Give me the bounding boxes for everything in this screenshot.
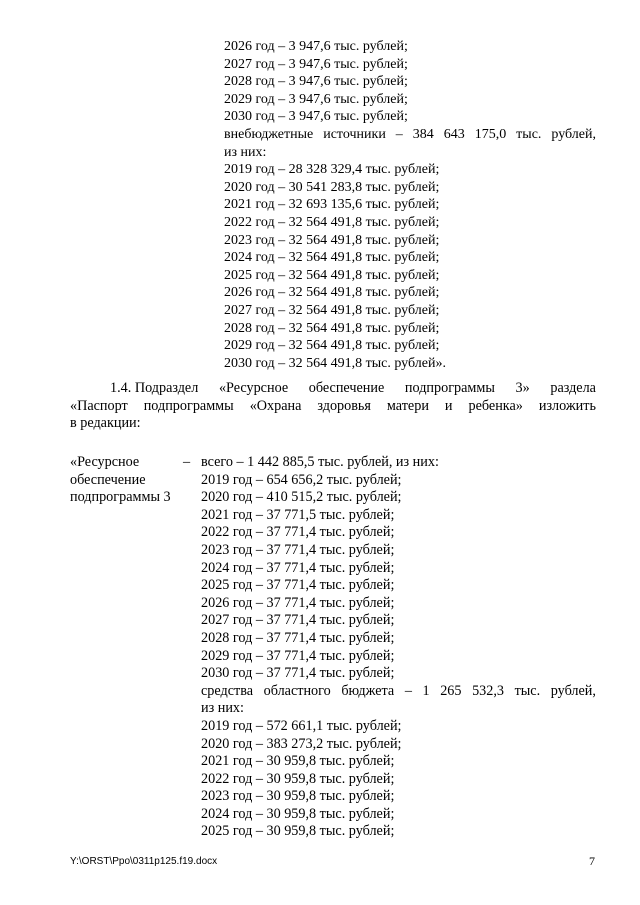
word: 3»: [515, 380, 530, 396]
year-line: 2026 год – 32 564 491,8 тыс. рублей;: [224, 285, 440, 301]
year-line: 2027 год – 3 947,6 тыс. рублей;: [224, 56, 408, 72]
year-line: 2027 год – 37 771,4 тыс. рублей;: [201, 612, 395, 629]
year-line: 2027 год – 32 564 491,8 тыс. рублей;: [224, 302, 440, 318]
paragraph-line-1: [70, 380, 596, 398]
year-line: 2024 год – 37 771,4 тыс. рублей;: [201, 559, 395, 576]
year-line: 2022 год – 32 564 491,8 тыс. рублей;: [224, 214, 440, 230]
word: ребенка»: [468, 397, 523, 414]
word: бюджета: [341, 682, 395, 699]
regional-budget-heading: [201, 683, 596, 701]
year-line: 2026 год – 3 947,6 тыс. рублей;: [224, 39, 408, 54]
year-line: 2020 год – 410 515,2 тыс. рублей;: [201, 489, 402, 506]
word: «Паспорт: [70, 397, 128, 414]
year-line: 2023 год – 37 771,4 тыс. рублей;: [201, 541, 395, 558]
label-line: обеспечение: [70, 471, 146, 488]
year-line: 2025 год – 32 564 491,8 тыс. рублей;: [224, 267, 440, 283]
word: «Ресурсное: [218, 380, 289, 396]
resource-label: [70, 454, 190, 507]
year-line: 2019 год – 572 661,1 тыс. рублей;: [201, 717, 402, 734]
word: подпрограммы: [143, 397, 234, 414]
year-line: 2030 год – 37 771,4 тыс. рублей;: [201, 665, 395, 682]
year-line: 2019 год – 654 656,2 тыс. рублей;: [201, 471, 402, 488]
amendment-paragraph: [70, 380, 596, 433]
year-line: 2020 год – 383 273,2 тыс. рублей;: [201, 735, 402, 752]
year-line: 2022 год – 30 959,8 тыс. рублей;: [201, 770, 395, 787]
year-line: 2020 год – 30 541 283,8 тыс. рублей;: [224, 179, 440, 195]
word: рублей,: [550, 682, 596, 699]
word: здоровья: [317, 397, 371, 414]
year-line: 2030 год – 3 947,6 тыс. рублей;: [224, 109, 408, 125]
word: матери: [386, 397, 429, 414]
word: 532,3: [472, 682, 504, 699]
word: источники: [323, 126, 386, 142]
total-line: всего – 1 442 885,5 тыс. рублей, из них:: [201, 454, 439, 470]
word: рублей,: [551, 126, 596, 142]
file-path: Y:\ORST\Ppo\0311p125.f19.docx: [70, 856, 218, 867]
paragraph-line-2: [70, 398, 596, 416]
year-line: 2021 год – 32 693 135,6 тыс. рублей;: [224, 197, 440, 213]
year-line: 2028 год – 37 771,4 тыс. рублей;: [201, 629, 395, 646]
year-line: 2025 год – 30 959,8 тыс. рублей;: [201, 823, 395, 840]
word: раздела: [550, 380, 596, 396]
top-funding-block: [224, 38, 596, 372]
year-line: 2023 год – 32 564 491,8 тыс. рублей;: [224, 232, 440, 248]
word: «Охрана: [249, 397, 302, 414]
year-line: 2019 год – 28 328 329,4 тыс. рублей;: [224, 162, 440, 178]
regional-tail: из них:: [201, 700, 244, 717]
page-number: 7: [589, 854, 595, 868]
word: и: [444, 397, 453, 414]
word: 1: [422, 682, 430, 699]
year-line: 2025 год – 37 771,4 тыс. рублей;: [201, 577, 395, 594]
year-line: 2023 год – 30 959,8 тыс. рублей;: [201, 788, 395, 805]
label-line: «Ресурсное: [70, 454, 140, 470]
word: подпрограммы: [404, 380, 495, 396]
extrabudget-tail: из них:: [224, 144, 267, 160]
word: изложить: [538, 397, 596, 414]
year-line: 2021 год – 30 959,8 тыс. рублей;: [201, 753, 395, 770]
word: тыс.: [514, 682, 541, 699]
word: областного: [263, 682, 331, 699]
year-line: 2021 год – 37 771,5 тыс. рублей;: [201, 506, 395, 523]
year-line: 2024 год – 30 959,8 тыс. рублей;: [201, 805, 395, 822]
year-line: 2030 год – 32 564 491,8 тыс. рублей».: [224, 355, 446, 371]
paragraph-line-3: в редакции:: [70, 415, 141, 432]
word: средства: [201, 682, 254, 699]
year-line: 2029 год – 32 564 491,8 тыс. рублей;: [224, 338, 440, 354]
word: –: [404, 682, 412, 699]
label-dash: –: [183, 454, 191, 470]
word: 265: [440, 682, 462, 699]
year-line: 2028 год – 32 564 491,8 тыс. рублей;: [224, 320, 440, 336]
extrabudget-heading: [224, 126, 596, 144]
word: обеспечение: [308, 380, 385, 396]
year-line: 2029 год – 37 771,4 тыс. рублей;: [201, 647, 395, 664]
year-line: 2026 год – 37 771,4 тыс. рублей;: [201, 594, 395, 611]
word: 643: [443, 126, 465, 142]
label-line: подпрограммы 3: [70, 489, 171, 506]
word: 1.4. Подраздел: [110, 380, 199, 396]
year-line: 2029 год – 3 947,6 тыс. рублей;: [224, 91, 408, 107]
year-line: 2028 год – 3 947,6 тыс. рублей;: [224, 74, 408, 90]
word: 384: [412, 126, 434, 142]
word: 175,0: [474, 126, 507, 142]
year-line: 2022 год – 37 771,4 тыс. рублей;: [201, 524, 395, 541]
resource-values: [201, 454, 596, 841]
word: тыс.: [516, 126, 542, 142]
year-line: 2024 год – 32 564 491,8 тыс. рублей;: [224, 250, 440, 266]
word: внебюджетные: [224, 126, 314, 142]
word: –: [395, 126, 403, 142]
